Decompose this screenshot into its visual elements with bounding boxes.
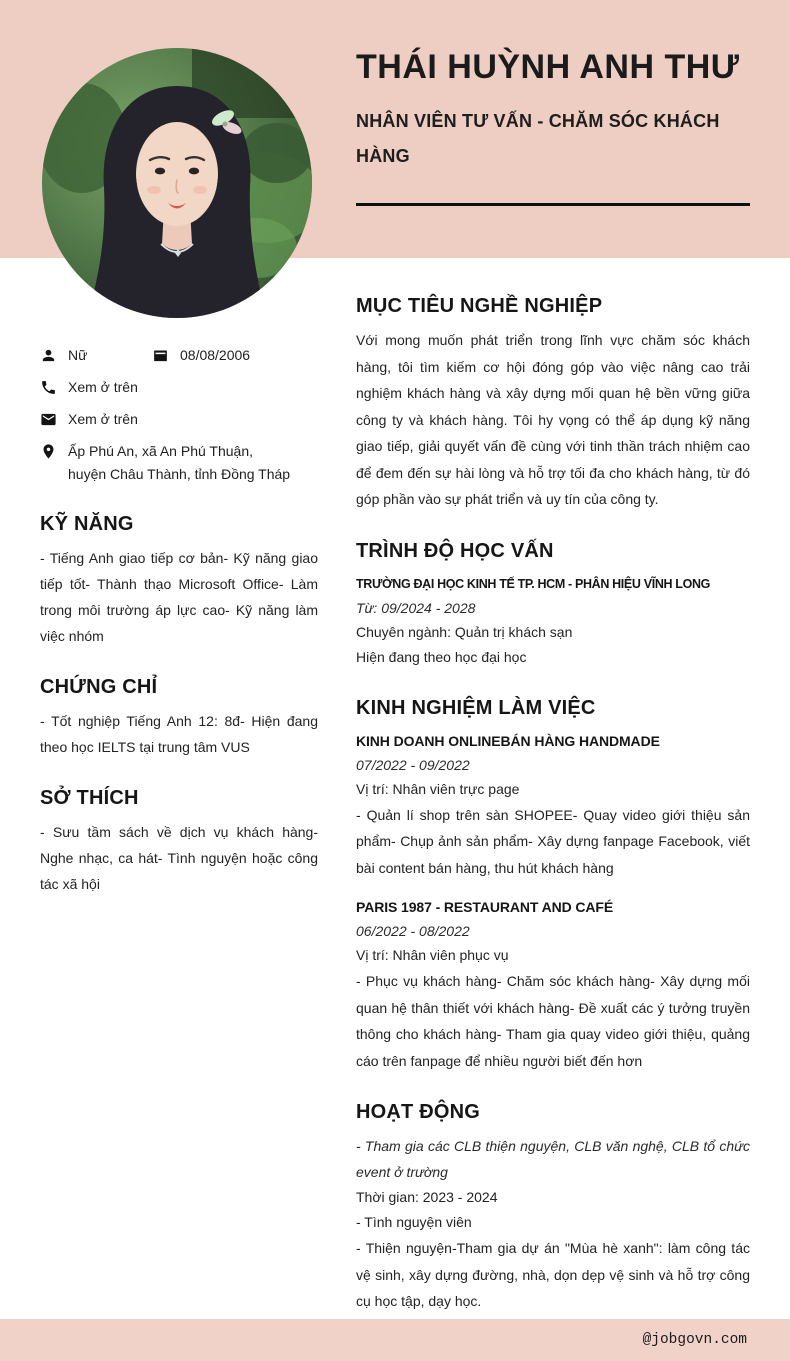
gender-field: [40, 344, 152, 367]
certificates-body: - Tốt nghiệp Tiếng Anh 12: 8đ- Hiện đang theo học IELTS tại trung tâm VUS: [40, 713, 318, 755]
experience-heading: KINH NGHIỆM LÀM VIỆC: [356, 696, 596, 719]
person-icon: [40, 347, 57, 364]
job-company: KINH DOANH ONLINEBÁN HÀNG HANDMADE: [356, 732, 660, 749]
skills-heading: KỸ NĂNG: [40, 513, 134, 535]
job-details: - Quản lí shop trên sàn SHOPEE- Quay video giới thiệu sản phẩm- Chụp ảnh sản phẩm- Xây dựng fanpage Facebook, viết bài content bán hàng, thu hút khách hàng: [356, 806, 750, 876]
education-major: Chuyên ngành: Quản trị khách sạn: [356, 623, 573, 640]
objective-section: [356, 295, 750, 513]
job-entry: [356, 729, 750, 882]
job-position: Vị trí: Nhân viên trực page: [356, 780, 520, 797]
mail-icon: [40, 411, 57, 428]
experience-section: [356, 697, 750, 1075]
skills-body: - Tiếng Anh giao tiếp cơ bản- Kỹ năng giao tiếp tốt- Thành thạo Microsoft Office- Làm trong môi trường áp lực cao- Kỹ năng làm việc nhóm: [40, 550, 318, 644]
education-section: [356, 540, 750, 670]
email-field: [40, 408, 318, 431]
certificates-heading: CHỨNG CHỈ: [40, 676, 158, 698]
phone-field: [40, 376, 318, 399]
activities-role: - Tình nguyện viên: [356, 1214, 472, 1230]
hobbies-body: - Sưu tầm sách về dịch vụ khách hàng- Nghe nhạc, ca hát- Tình nguyện hoặc công tác xã hội: [40, 824, 318, 892]
dob-value: 08/08/2006: [180, 347, 251, 363]
sidebar: [40, 344, 318, 897]
gender-value: Nữ: [68, 347, 88, 363]
portrait-illustration: [42, 48, 312, 318]
education-school: TRƯỜNG ĐẠI HỌC KINH TẾ TP. HCM - PHÂN HIỆU VĨNH LONG: [356, 576, 710, 591]
education-period: Từ: 09/2024 - 2028: [356, 599, 476, 616]
education-status: Hiện đang theo học đại học: [356, 648, 527, 665]
education-heading: TRÌNH ĐỘ HỌC VẤN: [356, 539, 554, 562]
dob-field: [152, 344, 250, 367]
gender-dob-row: [40, 344, 318, 367]
footer-band: [0, 1319, 790, 1361]
objective-heading: MỤC TIÊU NGHỀ NGHIỆP: [356, 295, 603, 317]
job-period: 06/2022 - 08/2022: [356, 923, 470, 939]
job-company: PARIS 1987 - RESTAURANT AND CAFÉ: [356, 899, 614, 915]
activities-heading: HOẠT ĐỘNG: [356, 1101, 481, 1123]
objective-body: Với mong muốn phát triển trong lĩnh vực chăm sóc khách hàng, tôi tìm kiếm cơ hội đóng góp vào việc nâng cao trải nghiệm khách hàng và xây dựng mối quan hệ bền vững giữa công ty và khách hàng. Tôi hy vọng có thể áp dụng kỹ năng giao tiếp, giải quyết vấn đề cùng với tinh thần trách nhiệm cao để đem đến sự hài lòng và hỗ trợ tối đa cho khách hàng, từ đó góp phần vào sự phát triển và uy tín của công ty.: [356, 332, 750, 507]
address-line2: huyện Châu Thành, tỉnh Đồng Tháp: [68, 466, 291, 482]
main-content: [356, 295, 750, 1315]
location-pin-icon: [40, 443, 57, 460]
address-field: [40, 440, 318, 486]
profile-photo: [42, 48, 312, 318]
job-position: Vị trí: Nhân viên phục vụ: [356, 947, 509, 963]
header-divider: [356, 203, 750, 206]
phone-value: Xem ở trên: [68, 379, 138, 395]
job-details: - Phục vụ khách hàng- Chăm sóc khách hàng- Xây dựng mối quan hệ thân thiết với khách hàng- Đề xuất các ý tưởng truyền thông cho khách hàng- Tham gia quay video giới thiệu, quảng cáo trên fanpage để nhiều người biết đến hơn: [356, 973, 750, 1069]
candidate-name: THÁI HUỲNH ANH THƯ: [356, 48, 740, 86]
activities-section: [356, 1101, 750, 1315]
hobbies-heading: SỞ THÍCH: [40, 787, 139, 809]
phone-icon: [40, 379, 57, 396]
address-value: [68, 440, 290, 486]
activities-intro: - Tham gia các CLB thiện nguyện, CLB văn nghệ, CLB tổ chức event ở trường: [356, 1138, 750, 1180]
activities-time: Thời gian: 2023 - 2024: [356, 1189, 498, 1205]
address-line1: Ấp Phú An, xã An Phú Thuận,: [68, 443, 253, 459]
header: [356, 48, 750, 206]
job-period: 07/2022 - 09/2022: [356, 756, 470, 773]
job-entry: [356, 895, 750, 1074]
email-value: Xem ở trên: [68, 411, 138, 427]
watermark-brand: @jobgovn.com: [642, 1332, 747, 1348]
calendar-icon: [152, 347, 169, 364]
activities-details: - Thiện nguyện-Tham gia dự án "Mùa hè xanh": làm công tác vệ sinh, xây dựng đường, nhà, dọn dẹp vệ sinh và hỗ trợ công cụ học tập, dạy học.: [356, 1240, 750, 1309]
job-title: NHÂN VIÊN TƯ VẤN - CHĂM SÓC KHÁCH HÀNG: [356, 111, 720, 167]
